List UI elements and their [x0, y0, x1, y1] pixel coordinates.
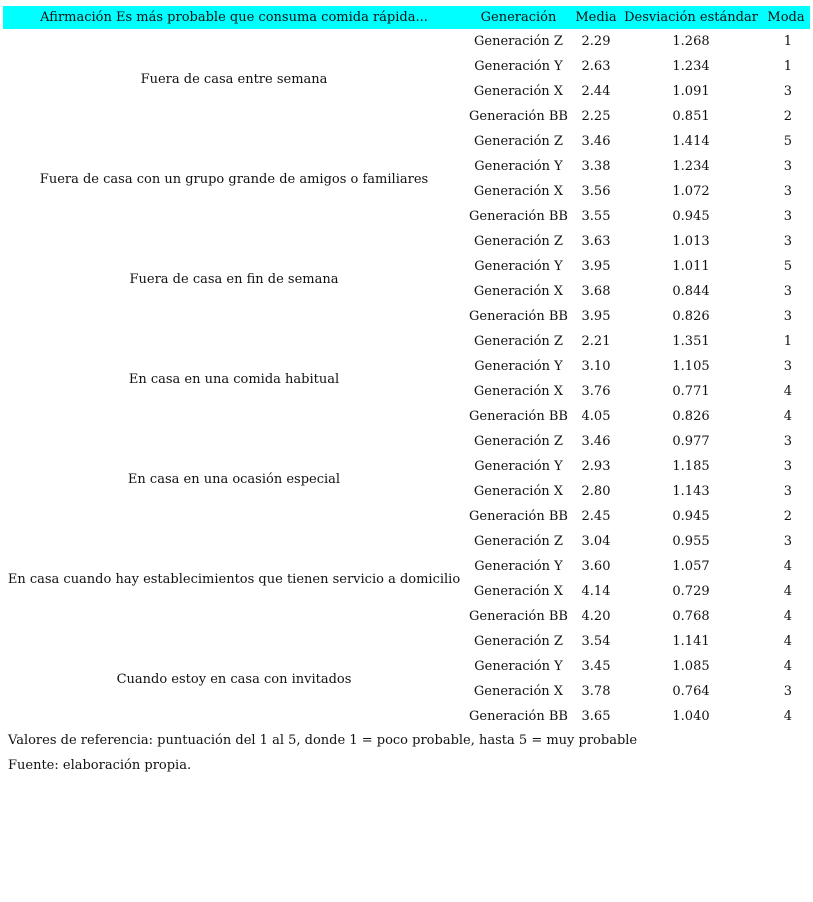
- mode-cell: 1: [783, 59, 792, 74]
- mode-cell: 3: [783, 234, 792, 249]
- table-row: [3, 29, 810, 54]
- std-dev-cell: 1.185: [672, 459, 710, 474]
- std-dev-cell: 1.414: [672, 134, 710, 149]
- results-table: [3, 6, 810, 729]
- statement-cell: En casa cuando hay establecimientos que tienen servicio a domicilio: [7, 571, 461, 587]
- mode-cell: 4: [783, 384, 792, 399]
- generation-cell: Generación Y: [474, 59, 563, 74]
- statement-cell: Fuera de casa con un grupo grande de amigos o familiares: [39, 171, 429, 187]
- mode-cell: 3: [783, 534, 792, 549]
- std-dev-cell: 0.955: [672, 534, 710, 549]
- mean-cell: 3.63: [581, 234, 611, 249]
- generation-cell: Generación X: [473, 484, 564, 499]
- statement-cell: En casa en una ocasión especial: [127, 471, 341, 487]
- generation-cell: Generación Y: [474, 159, 563, 174]
- mean-cell: 2.21: [581, 334, 611, 349]
- std-dev-cell: 1.085: [672, 659, 710, 674]
- generation-cell: Generación Y: [474, 559, 563, 574]
- mode-cell: 1: [783, 34, 792, 49]
- mode-cell: 4: [783, 559, 792, 574]
- table-row: [3, 229, 810, 254]
- mean-cell: 3.56: [581, 184, 611, 199]
- table-row: [3, 629, 810, 654]
- mean-cell: 3.65: [581, 709, 611, 724]
- mode-cell: 5: [783, 134, 792, 149]
- generation-cell: Generación BB: [469, 509, 568, 524]
- generation-cell: Generación BB: [469, 109, 568, 124]
- mode-cell: 4: [783, 584, 792, 599]
- generation-cell: Generación BB: [469, 709, 568, 724]
- generation-cell: Generación X: [473, 84, 564, 99]
- mode-cell: 2: [783, 109, 792, 124]
- std-dev-cell: 1.351: [672, 334, 710, 349]
- generation-cell: Generación Z: [474, 434, 563, 449]
- mean-cell: 3.95: [581, 259, 611, 274]
- generation-cell: Generación X: [473, 584, 564, 599]
- header-statement: Afirmación Es más probable que consuma comida rápida...: [3, 6, 465, 29]
- std-dev-cell: 1.091: [672, 84, 710, 99]
- std-dev-cell: 1.141: [672, 634, 710, 649]
- mode-cell: 4: [783, 634, 792, 649]
- mean-cell: 3.46: [581, 434, 611, 449]
- mode-cell: 3: [783, 309, 792, 324]
- mode-cell: 3: [783, 159, 792, 174]
- std-dev-cell: 1.143: [672, 484, 710, 499]
- mean-cell: 4.05: [581, 409, 611, 424]
- mean-cell: 4.20: [581, 609, 611, 624]
- std-dev-cell: 0.977: [672, 434, 710, 449]
- source-note: Fuente: elaboración propia.: [8, 758, 192, 773]
- reference-note: Valores de referencia: puntuación del 1 al 5, donde 1 = poco probable, hasta 5 = muy probable: [8, 733, 638, 748]
- mode-cell: 3: [783, 484, 792, 499]
- generation-cell: Generación BB: [469, 609, 568, 624]
- mode-cell: 3: [783, 434, 792, 449]
- mean-cell: 2.45: [581, 509, 611, 524]
- statement-cell: En casa en una comida habitual: [128, 371, 340, 387]
- generation-cell: Generación Z: [474, 34, 563, 49]
- generation-cell: Generación X: [473, 284, 564, 299]
- mean-cell: 2.80: [581, 484, 611, 499]
- mean-cell: 3.68: [581, 284, 611, 299]
- mean-cell: 2.25: [581, 109, 611, 124]
- statement-cell: Fuera de casa entre semana: [140, 71, 328, 87]
- mean-cell: 3.54: [581, 634, 611, 649]
- mode-cell: 5: [783, 259, 792, 274]
- table-body: [3, 29, 810, 729]
- generation-cell: Generación X: [473, 384, 564, 399]
- mode-cell: 4: [783, 659, 792, 674]
- mode-cell: 3: [783, 284, 792, 299]
- std-dev-cell: 1.268: [672, 34, 710, 49]
- mean-cell: 3.78: [581, 684, 611, 699]
- std-dev-cell: 1.234: [672, 159, 710, 174]
- generation-cell: Generación Z: [474, 634, 563, 649]
- mean-cell: 3.46: [581, 134, 611, 149]
- generation-cell: Generación Y: [474, 459, 563, 474]
- mean-cell: 3.76: [581, 384, 611, 399]
- generation-cell: Generación X: [473, 684, 564, 699]
- std-dev-cell: 0.729: [672, 584, 710, 599]
- mean-cell: 3.38: [581, 159, 611, 174]
- mode-cell: 4: [783, 709, 792, 724]
- generation-cell: Generación BB: [469, 309, 568, 324]
- std-dev-cell: 1.040: [672, 709, 710, 724]
- generation-cell: Generación Z: [474, 334, 563, 349]
- mean-cell: 3.45: [581, 659, 611, 674]
- mean-cell: 2.44: [581, 84, 611, 99]
- mean-cell: 3.60: [581, 559, 611, 574]
- generation-cell: Generación X: [473, 184, 564, 199]
- header-row: [3, 6, 810, 29]
- mode-cell: 4: [783, 409, 792, 424]
- mode-cell: 4: [783, 609, 792, 624]
- std-dev-cell: 1.072: [672, 184, 710, 199]
- generation-cell: Generación Y: [474, 259, 563, 274]
- std-dev-cell: 0.851: [672, 109, 710, 124]
- std-dev-cell: 1.105: [672, 359, 710, 374]
- mean-cell: 2.93: [581, 459, 611, 474]
- mean-cell: 2.29: [581, 34, 611, 49]
- std-dev-cell: 0.826: [672, 309, 710, 324]
- mode-cell: 3: [783, 459, 792, 474]
- mode-cell: 3: [783, 84, 792, 99]
- std-dev-cell: 1.234: [672, 59, 710, 74]
- mode-cell: 3: [783, 359, 792, 374]
- mean-cell: 2.63: [581, 59, 611, 74]
- std-dev-cell: 1.057: [672, 559, 710, 574]
- mode-cell: 1: [783, 334, 792, 349]
- header-mean: Media: [572, 6, 620, 29]
- table-row: [3, 329, 810, 354]
- mean-cell: 3.95: [581, 309, 611, 324]
- mean-cell: 3.10: [581, 359, 611, 374]
- mean-cell: 3.04: [581, 534, 611, 549]
- std-dev-cell: 0.826: [672, 409, 710, 424]
- header-std-dev: Desviación estándar: [620, 6, 762, 29]
- generation-cell: Generación BB: [469, 409, 568, 424]
- generation-cell: Generación Z: [474, 234, 563, 249]
- table-row: [3, 529, 810, 554]
- header-generation: Generación: [465, 6, 572, 29]
- header-mode: Moda: [762, 6, 810, 29]
- generation-cell: Generación Y: [474, 359, 563, 374]
- std-dev-cell: 0.844: [672, 284, 710, 299]
- std-dev-cell: 0.945: [672, 209, 710, 224]
- mode-cell: 2: [783, 509, 792, 524]
- statement-cell: Cuando estoy en casa con invitados: [116, 671, 352, 687]
- generation-cell: Generación BB: [469, 209, 568, 224]
- generation-cell: Generación Y: [474, 659, 563, 674]
- generation-cell: Generación Z: [474, 534, 563, 549]
- std-dev-cell: 0.945: [672, 509, 710, 524]
- std-dev-cell: 0.768: [672, 609, 710, 624]
- table-row: [3, 429, 810, 454]
- table-row: [3, 129, 810, 154]
- std-dev-cell: 1.013: [672, 234, 710, 249]
- mode-cell: 3: [783, 684, 792, 699]
- std-dev-cell: 1.011: [672, 259, 710, 274]
- statement-cell: Fuera de casa en fin de semana: [129, 271, 339, 287]
- mode-cell: 3: [783, 209, 792, 224]
- std-dev-cell: 0.771: [672, 384, 710, 399]
- mean-cell: 4.14: [581, 584, 611, 599]
- mode-cell: 3: [783, 184, 792, 199]
- generation-cell: Generación Z: [474, 134, 563, 149]
- std-dev-cell: 0.764: [672, 684, 710, 699]
- mean-cell: 3.55: [581, 209, 611, 224]
